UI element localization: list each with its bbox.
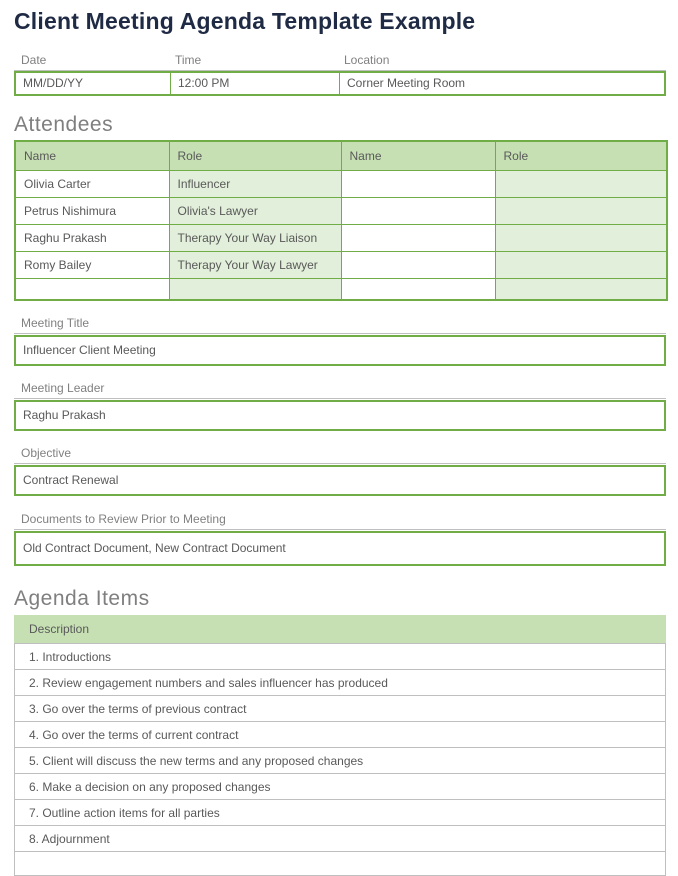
agenda-item-row[interactable]: 8. Adjournment	[14, 825, 666, 851]
agenda-rows	[14, 643, 666, 876]
attendee-name-cell[interactable]	[341, 197, 495, 224]
objective-label: Objective	[14, 446, 666, 464]
attendee-name-cell[interactable]	[341, 251, 495, 278]
attendee-name-cell[interactable]	[15, 278, 169, 300]
table-row	[15, 251, 667, 278]
meeting-title-field[interactable]: Influencer Client Meeting	[14, 335, 666, 366]
meeting-title-block	[14, 316, 666, 366]
meeting-title-label: Meeting Title	[14, 316, 666, 334]
attendees-header-role-1: Role	[169, 141, 341, 170]
attendee-name-cell[interactable]	[341, 224, 495, 251]
meta-strip	[14, 53, 666, 96]
date-label: Date	[21, 53, 47, 67]
attendee-name-cell[interactable]: Raghu Prakash	[15, 224, 169, 251]
attendee-role-cell[interactable]	[495, 224, 667, 251]
attendees-header-name-1: Name	[15, 141, 169, 170]
attendee-name-cell[interactable]: Petrus Nishimura	[15, 197, 169, 224]
agenda-item-row[interactable]: 4. Go over the terms of current contract	[14, 721, 666, 747]
agenda-item-row[interactable]: 5. Client will discuss the new terms and any proposed changes	[14, 747, 666, 773]
date-field[interactable]: MM/DD/YY	[23, 76, 83, 90]
location-label: Location	[344, 53, 390, 67]
attendees-header-name-2: Name	[341, 141, 495, 170]
attendee-name-cell[interactable]	[341, 278, 495, 300]
table-row	[15, 197, 667, 224]
attendee-role-cell[interactable]	[495, 278, 667, 300]
table-row	[15, 224, 667, 251]
agenda-item-row-empty[interactable]	[14, 851, 666, 875]
agenda-items-table	[14, 615, 666, 876]
agenda-item-row[interactable]: 6. Make a decision on any proposed changes	[14, 773, 666, 799]
attendee-role-cell[interactable]: Influencer	[169, 170, 341, 197]
attendee-role-cell[interactable]: Therapy Your Way Liaison	[169, 224, 341, 251]
agenda-items-heading: Agenda Items	[14, 587, 150, 610]
agenda-item-row[interactable]: 2. Review engagement numbers and sales influencer has produced	[14, 669, 666, 695]
documents-field[interactable]: Old Contract Document, New Contract Document	[14, 531, 666, 566]
meeting-leader-block	[14, 381, 666, 431]
attendee-role-cell[interactable]	[169, 278, 341, 300]
attendee-name-cell[interactable]: Romy Bailey	[15, 251, 169, 278]
location-field[interactable]: Corner Meeting Room	[339, 73, 664, 94]
meeting-leader-field[interactable]: Raghu Prakash	[14, 400, 666, 431]
attendees-header-row	[15, 141, 667, 170]
attendee-role-cell[interactable]	[495, 170, 667, 197]
attendees-table	[14, 140, 668, 301]
agenda-item-row[interactable]: 1. Introductions	[14, 643, 666, 669]
objective-block	[14, 446, 666, 496]
time-field[interactable]: 12:00 PM	[170, 73, 339, 94]
meta-values-row	[14, 71, 666, 96]
agenda-item-row[interactable]: 3. Go over the terms of previous contract	[14, 695, 666, 721]
agenda-description-header: Description	[14, 615, 666, 643]
attendee-role-cell[interactable]	[495, 197, 667, 224]
time-label: Time	[175, 53, 202, 67]
documents-label: Documents to Review Prior to Meeting	[14, 512, 666, 530]
attendee-name-cell[interactable]	[341, 170, 495, 197]
meta-labels-row	[14, 53, 666, 71]
page-title: Client Meeting Agenda Template Example	[14, 8, 476, 34]
attendee-name-cell[interactable]: Olivia Carter	[15, 170, 169, 197]
table-row	[15, 278, 667, 300]
attendees-header-role-2: Role	[495, 141, 667, 170]
agenda-item-row[interactable]: 7. Outline action items for all parties	[14, 799, 666, 825]
attendee-role-cell[interactable]: Olivia's Lawyer	[169, 197, 341, 224]
attendee-role-cell[interactable]: Therapy Your Way Lawyer	[169, 251, 341, 278]
attendee-role-cell[interactable]	[495, 251, 667, 278]
meeting-leader-label: Meeting Leader	[14, 381, 666, 399]
documents-block	[14, 512, 666, 566]
table-row	[15, 170, 667, 197]
attendees-heading: Attendees	[14, 113, 114, 136]
objective-field[interactable]: Contract Renewal	[14, 465, 666, 496]
